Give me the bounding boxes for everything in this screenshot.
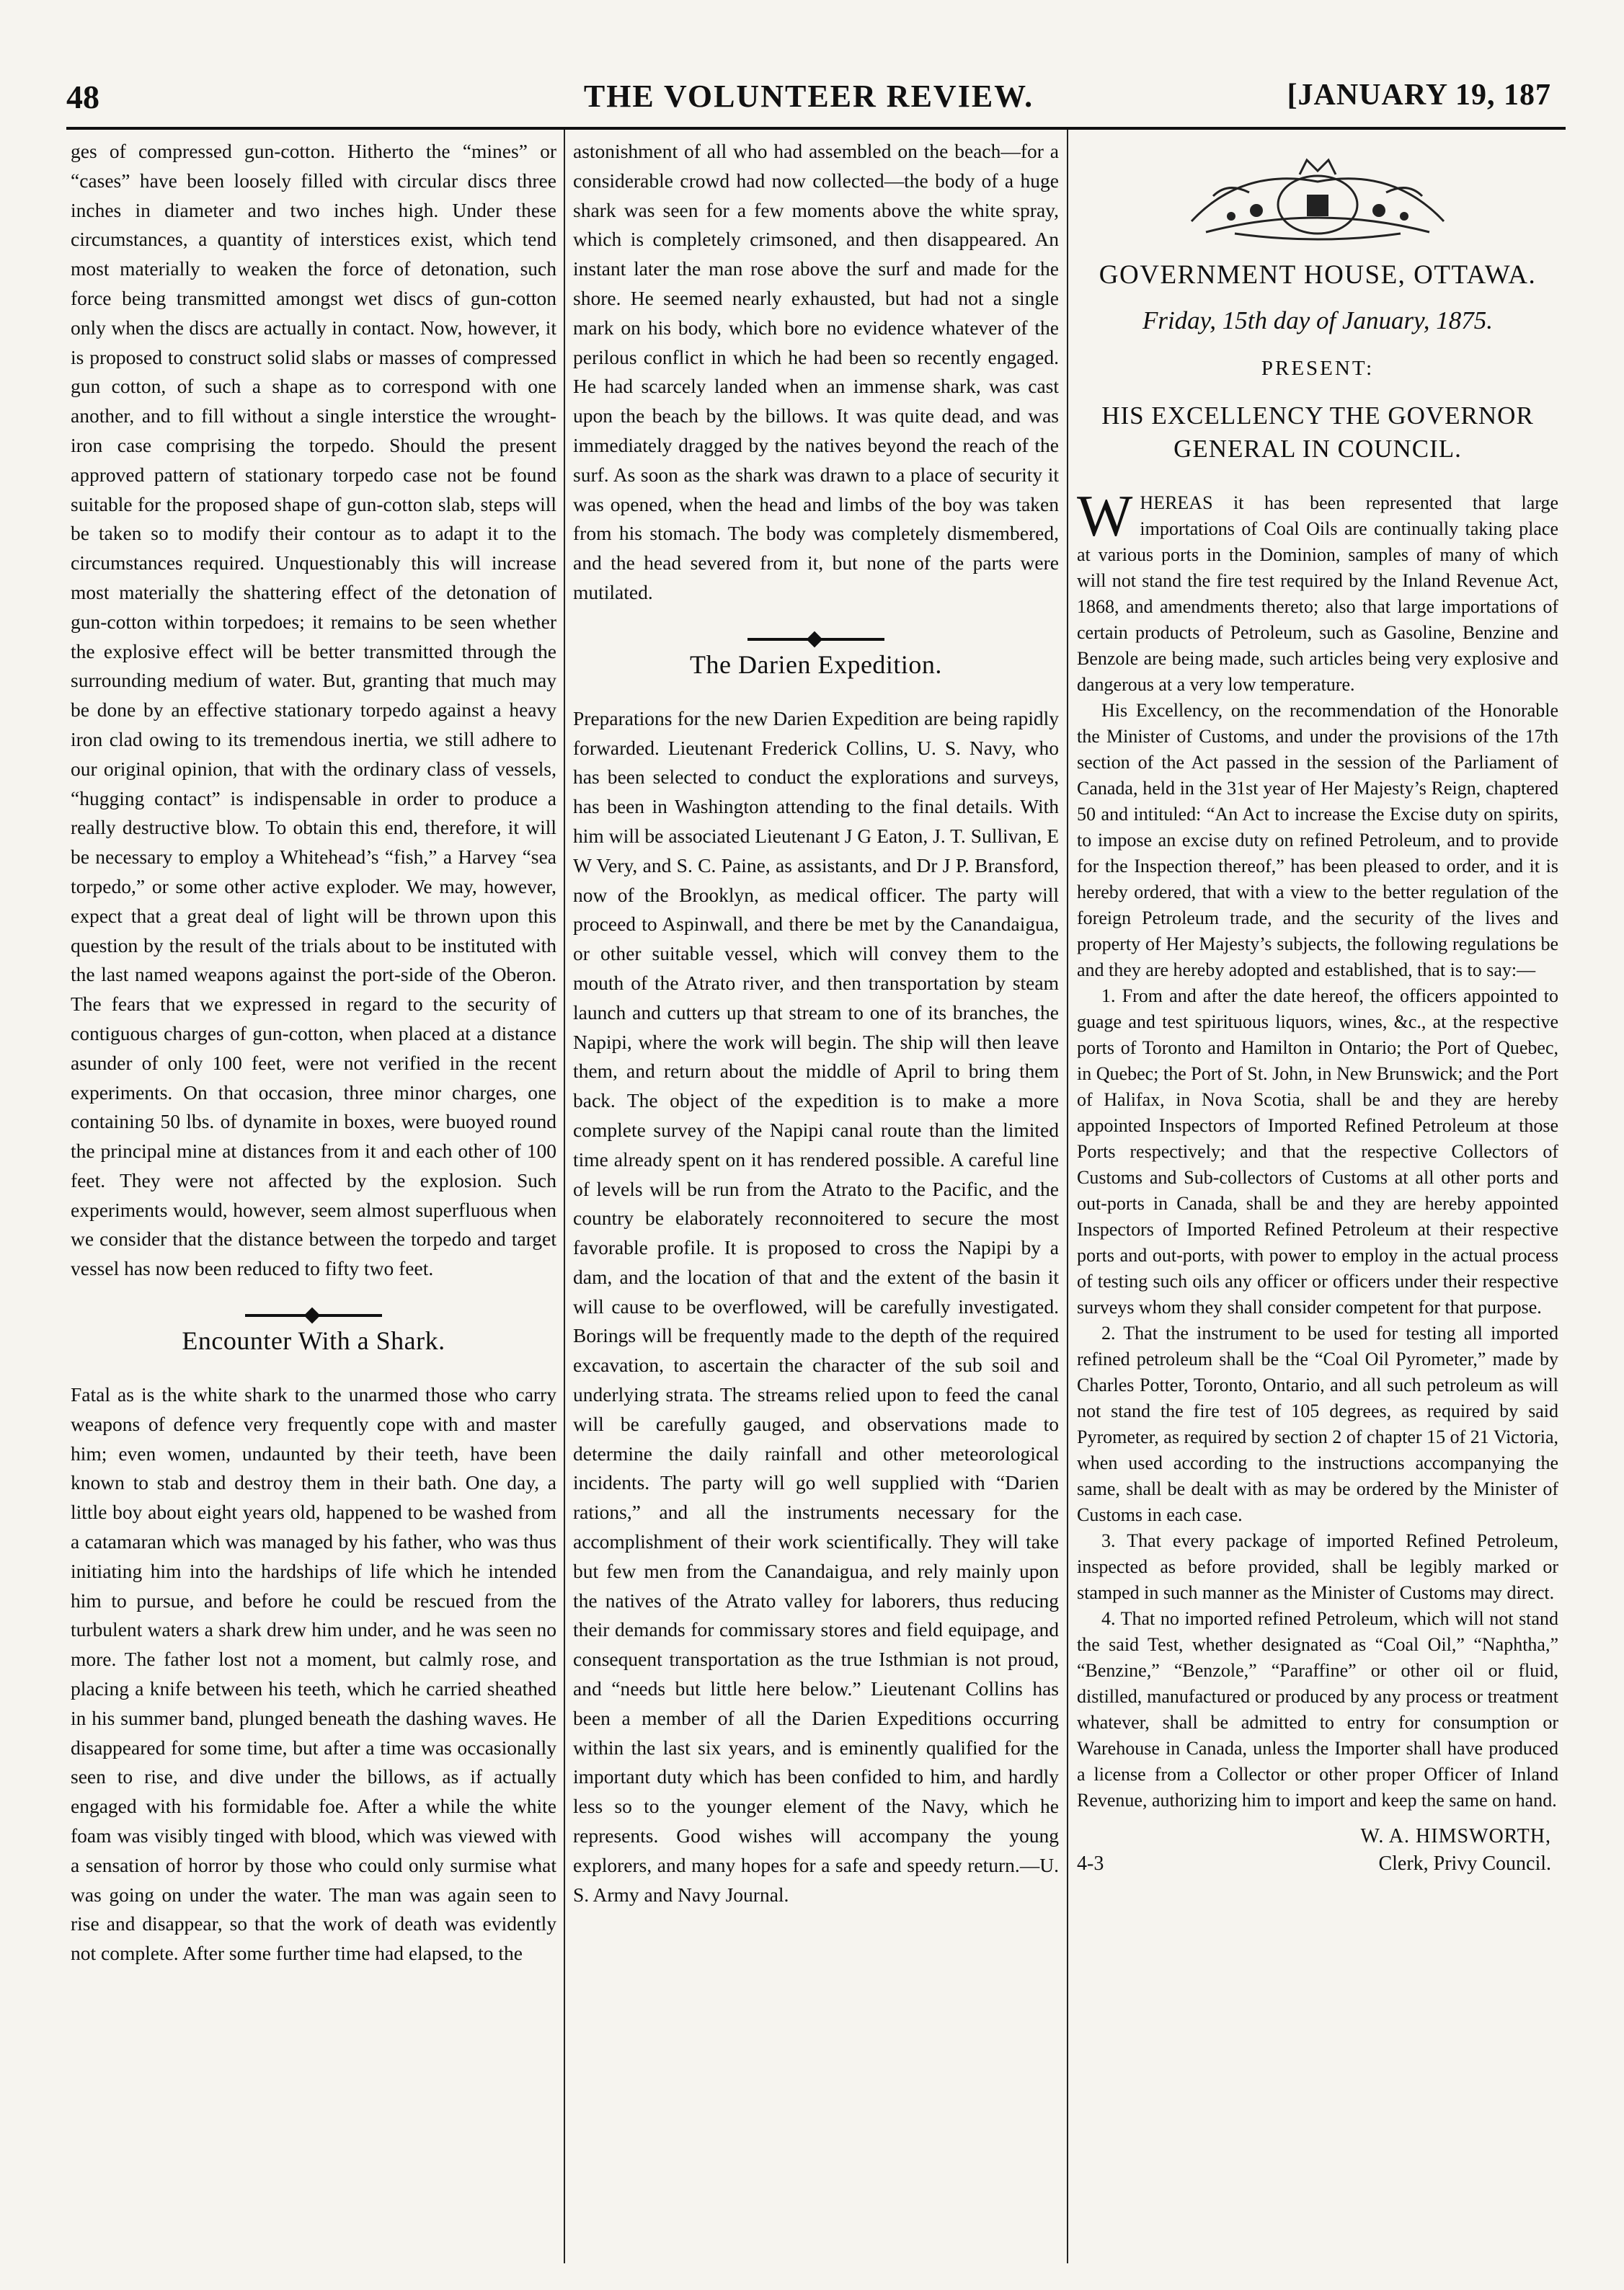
issue-date: [JANUARY 19, 187 (1287, 79, 1551, 112)
regulation-1: 1. From and after the date hereof, the officers appointed to guage and test spirituous liquors, wines, &c., at the respective ports of Toronto and Hamilton in Ontario; the Port of Quebec, in Quebec; the Port of St. John, in New Brunswick; and the Port of Halifax, in Nova Scotia, shall be and they are hereby appointed Inspectors of Imported Refined Petroleum at those Ports respectively; and that the respective Collectors of Customs and Sub-collectors of Customs at all other ports and out-ports in Canada, shall be and they are hereby appointed Inspectors of Imported Refined Petroleum at their respective ports and out-ports, with power to employ in the actual process of testing such oils any officer or officers under their respective surveys whom they shall consider competent for that purpose. (1077, 985, 1558, 1318)
page-header (66, 78, 1551, 120)
regulation-2: 2. That the instrument to be used for testing all imported refined petroleum shall be the “Coal Oil Pyrometer,” made by Charles Potter, Toronto, Ontario, and all such petroleum as will not stand the fire test of 105 degrees, as required by said Pyrometer, as required by section 2 of chapter 15 of 21 Victoria, when used according to the instructions accompanying the same, shall be dealt with as may be ordered by the Minister of Customs in each case. (1077, 1323, 1558, 1525)
darien-article-heading: The Darien Expedition. (690, 649, 942, 679)
section-divider (747, 638, 884, 641)
signature-title: Clerk, Privy Council. (1378, 1852, 1551, 1875)
shark-article-text: Fatal as is the white shark to the unarmed those who carry weapons of defence very frequently cope with and master him; even women, undaunted by their teeth, have been known to stab and destroy them in their bath. One day, a little boy about eight years old, happened to be washed from a catamaran which was managed by his father, who was thus initiating him into the hardships of life which he intended him to pursue, and before he could be rescued from the turbulent waters a shark drew him under, and he was seen no more. The father lost not a moment, but calmly rose, and placing a knife between his teeth, which he carried sheathed in his summer band, plunged beneath the dashing waves. He disappeared for some time, but after a time was occasionally seen to rise, and dive under the billows, as if actually engaged with his formidable foe. After a while the white foam was visibly tinged with blood, which was viewed with a sensation of horror by those who could only surmise what was going on under the water. The man was again seen to rise and disappear, so that the work of death was evidently not complete. After some further time had elapsed, to the (71, 1383, 556, 1965)
signature-name: W. A. HIMSWORTH, (1360, 1825, 1551, 1847)
header-rule (66, 127, 1566, 130)
column-2 (573, 137, 1059, 2249)
notice-date: Friday, 15th day of January, 1875. (1142, 306, 1494, 334)
shark-article-heading: Encounter With a Shark. (182, 1326, 445, 1356)
masthead-title: THE VOLUNTEER REVIEW. (583, 79, 1034, 114)
notice-intro (1077, 483, 1558, 698)
signature-line (1077, 1852, 1551, 1876)
issue-reference: 4-3 (1077, 1852, 1104, 1875)
notice-intro-text: HEREAS it has been represented that large importations of Coal Oils are continually taking place at various ports in the Dominion, samples of many of which will not stand the fire test required by the Inland Revenue Act, 1868, and amendments thereto; also that large importations of certain products of Petroleum, such as Gasoline, Benzine and Benzole are being made, such articles being very explosive and dangerous at a very low temperature. (1077, 492, 1558, 695)
notice-paragraph: His Excellency, on the recommendation of the Honorable the Minister of Customs, and under the provisions of the 17th section of the Act passed in the session of the Parliament of Canada, held in the 31st year of Her Majesty’s Reign, chaptered 50 and intituled: “An Act to increase the Excise duty on spirits, to impose an excise duty on refined Petroleum, and to provide for the Inspection thereof,” has been pleased to order, and it is hereby ordered, that with a view to the better regulation of the foreign Petroleum trade, and the security of the lives and property of Her Majesty’s subjects, the following regulations be and they are hereby adopted and established, that is to say:— (1077, 700, 1558, 980)
column-divider (564, 130, 565, 2263)
regulation-3: 3. That every package of imported Refined Petroleum, inspected as before provided, shall be legibly marked or stamped in such manner as the Minister of Customs may direct. (1077, 1530, 1558, 1603)
darien-article-text: Preparations for the new Darien Expedition are being rapidly forwarded. Lieutenant Frederick Collins, U. S. Navy, who has been selected to conduct the explorations and surveys, has been in Washington attending to the final details. With him will be associated Lieutenant J G Eaton, J. T. Sullivan, E W Very, and S. C. Paine, as assistants, and Dr J P. Bransford, now of the Brooklyn, as medical officer. The party will proceed to Aspinwall, and there be met by the Canandaigua, or other suitable vessel, which will convey them to the mouth of the Atrato river, and then transportation by steam launch and cutters up that stream to one of its branches, the Napipi, where the work will begin. The ship will then leave them, and return about the middle of April to bring them back. The object of the expedition is to make a more complete survey of the Napipi canal route than the limited time already spent on it has rendered possible. A careful line of levels will be run from the Atrato to the Pacific, and the country be elaborately reconnoitered to secure the most favorable profile. It is proposed to cross the Napipi by a dam, and the location of that and the extent of the basin it will cause to be overflowed, will be carefully investigated. Borings will be frequently made to the depth of the required excavation, to ascertain the character of the sub soil and underlying strata. The streams relied upon to feed the canal will be carefully gauged, and observations made to determine the daily rainfall and other meteorological incidents. The party will go well supplied with “Darien rations,” and all the instruments necessary for the accomplishment of their work scientifically. They will take but few men from the Canandaigua, and rely mainly upon the natives of the Atrato valley for laborers, thus reducing their demands for commissary stores and field equipage, and consequent transportation as the true Isthmian is not proud, and “needs but little here below.” Lieutenant Collins has been a member of all the Darien Expeditions occurring within the last six years, and is eminently qualified for the important duty which has been confided to him, and hardly less so to the younger element of the Navy, which he represents. Good wishes will accompany the young explorers, and many hopes for a safe and speedy return.—U. S. Army and Navy Journal. (573, 706, 1059, 1906)
torpedo-article-text: ges of compressed gun-cotton. Hitherto the “mines” or “cases” have been loosely filled with circular discs three inches in diameter and two inches high. Under these circumstances, a quantity of interstices exist, which tend most materially to weaken the force of detonation, such force being transmitted amongst wet discs of gun-cotton only when the discs are actually in contact. Now, however, it is proposed to construct solid slabs or masses of compressed gun cotton, of such a shape as to correspond with one another, and to fill without a single interstice the wrought-iron case comprising the torpedo. Should the present approved pattern of stationary torpedo case not be found suitable for the proposed shape of gun-cotton slab, steps will be taken so to modify their contour as to adapt it to the circumstances required. Unquestionably this will increase most materially the shattering effect of the detonation of gun-cotton within torpedoes; it remains to be seen whether the explosive effect will be better transmitted through the surrounding medium of water. But, granting that much may be done by an effective stationary torpedo against a heavy iron clad owing to its tremendous inertia, we still adhere to our original opinion, that with the ordinary class of vessels, “hugging contact” is indispensable in order to produce a really destructive blow. To obtain this end, therefore, it will be necessary to employ a Whitehead’s “fish,” a Harvey “sea torpedo,” or some other active exploder. We may, however, expect that a great deal of light will be thrown upon this question by the result of the trials about to be instituted with the last named weapons against the port-side of the Oberon. The fears that we expressed in regard to the security of contiguous charges of gun-cotton, when placed at a distance asunder of only 100 feet, were not verified in the recent experiments. On that occasion, three minor charges, one containing 50 lbs. of dynamite in boxes, were buoyed round the principal mine at distances from it and each other of 100 feet. They were not affected by the explosion. Such experiments would, however, seem almost superfluous when we consider that the distance between the torpedo and target vessel has now been reduced to fifty two feet. (71, 140, 556, 1280)
column-divider (1067, 130, 1068, 2263)
shark-article-continued: astonishment of all who had assembled on the beach—for a considerable crowd had now collected—the body of a huge shark was seen for a few moments above the white spray, which is completely crimsoned, and then disappeared. An instant later the man rose above the surf and made for the shore. He seemed nearly exhausted, but had not a single mark on his body, which bore no evidence whatever of the perilous conflict in which he had been so recently engaged. He had scarcely landed when an immense shark, was cast upon the beach by the billows. It was quite dead, and was immediately dragged by the natives beyond the reach of the surf. As soon as the shark was drawn to a place of security it was opened, when the head and limbs of the boy was taken from his stomach. The body was completely dismembered, and the head severed from it, but none of the parts were mutilated. (573, 140, 1059, 603)
section-divider (245, 1314, 382, 1317)
drop-cap: W (1077, 483, 1133, 549)
royal-arms-emblem-icon (1163, 153, 1473, 247)
council-heading: HIS EXCELLENCY THE GOVERNOR GENERAL IN COUNCIL. (1101, 401, 1534, 463)
page-number: 48 (66, 79, 99, 115)
regulation-4: 4. That no imported refined Petroleum, which will not stand the said Test, whether designated as “Coal Oil,” “Naphtha,” “Benzine,” “Benzole,” “Paraffine” or other oil or fluid, distilled, manufactured or produced by any process or treatment whatever, shall be admitted to entry for consumption or Warehouse in Canada, unless the Importer shall have produced a license from a Collector or other proper Officer of Inland Revenue, authorizing him to import and keep the same on hand. (1077, 1608, 1558, 1811)
column-1 (71, 137, 556, 2249)
column-3 (1077, 137, 1558, 2249)
present-label: PRESENT: (1261, 357, 1375, 380)
notice-title: GOVERNMENT HOUSE, OTTAWA. (1099, 260, 1537, 290)
